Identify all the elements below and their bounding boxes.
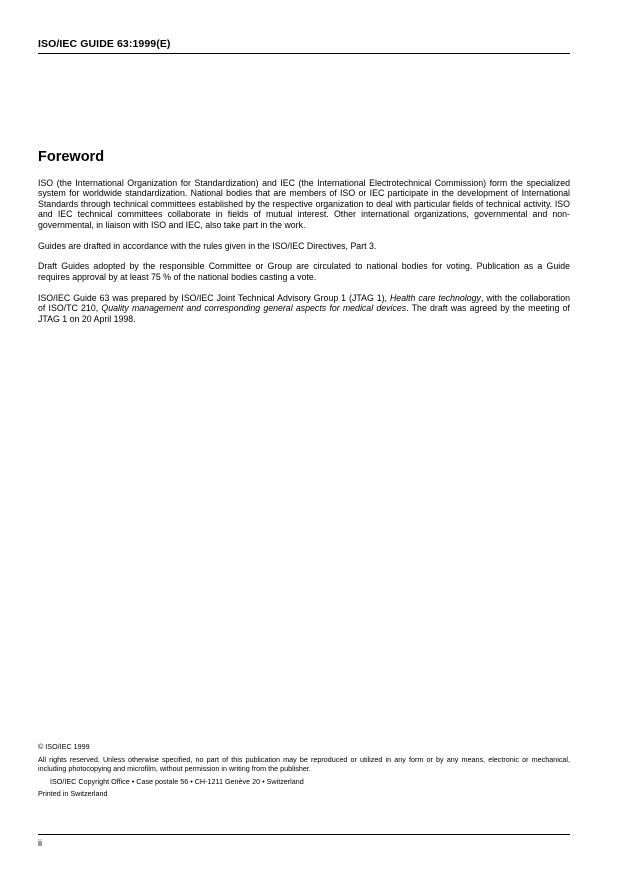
rights-notice: All rights reserved. Unless otherwise specified, no part of this publication may be reproduced or utilized in any form or by any means, electronic or mechanical, including photocopying and microfilm, without permission in writing from the publisher. <box>38 754 570 774</box>
copyright-line: © ISO/IEC 1999 <box>38 742 90 751</box>
footer-rule <box>38 834 570 835</box>
foreword-heading: Foreword <box>38 149 105 165</box>
copyright-office-address: ISO/IEC Copyright Office • Case postale 56 • CH-1211 Genève 20 • Switzerland <box>50 776 304 786</box>
header-rule <box>38 53 570 54</box>
page-footer <box>38 834 570 849</box>
page-header <box>38 38 570 54</box>
page-number: ii <box>38 838 42 848</box>
paragraph-4-text-1: ISO/IEC Guide 63 was prepared by ISO/IEC Joint Technical Advisory Group 1 (JTAG 1), <box>38 292 390 303</box>
foreword-paragraph-3: Draft Guides adopted by the responsible Committee or Group are circulated to national bodies for voting. Publication as a Guide requires approval by at least 75 % of the national bodies casting a vote. <box>38 261 570 282</box>
jtag-title: Health care technology <box>389 292 481 303</box>
printed-in: Printed in Switzerland <box>38 789 108 799</box>
paragraph-4-text-2: , with the collaboration of ISO/TC 210, <box>38 292 571 314</box>
document-designation: ISO/IEC GUIDE 63:1999(E) <box>38 38 171 50</box>
foreword-paragraph-1: ISO (the International Organization for Standardization) and IEC (the International Electrotechnical Commission) form the specialized system for worldwide standardization. National bodies that are members of ISO or IEC participate in the development of International Standards through technical committees established by the respective organization to deal with particular fields of technical activity. ISO and IEC technical committees collaborate in fields of mutual interest. Other international organizations, governmental and non-governmental, in liaison with ISO and IEC, also take part in the work. <box>38 178 570 230</box>
foreword-paragraph-2: Guides are drafted in accordance with the rules given in the ISO/IEC Directives, Part 3. <box>38 240 377 251</box>
copyright-block <box>38 742 570 799</box>
paragraph-4-text-3: . The draft was agreed by the meeting of JTAG 1 on 20 April 1998. <box>38 303 570 324</box>
foreword-paragraph-4 <box>38 293 570 324</box>
foreword-section <box>38 148 570 334</box>
tc-title: Quality management and corresponding general aspects for medical devices <box>101 303 407 314</box>
